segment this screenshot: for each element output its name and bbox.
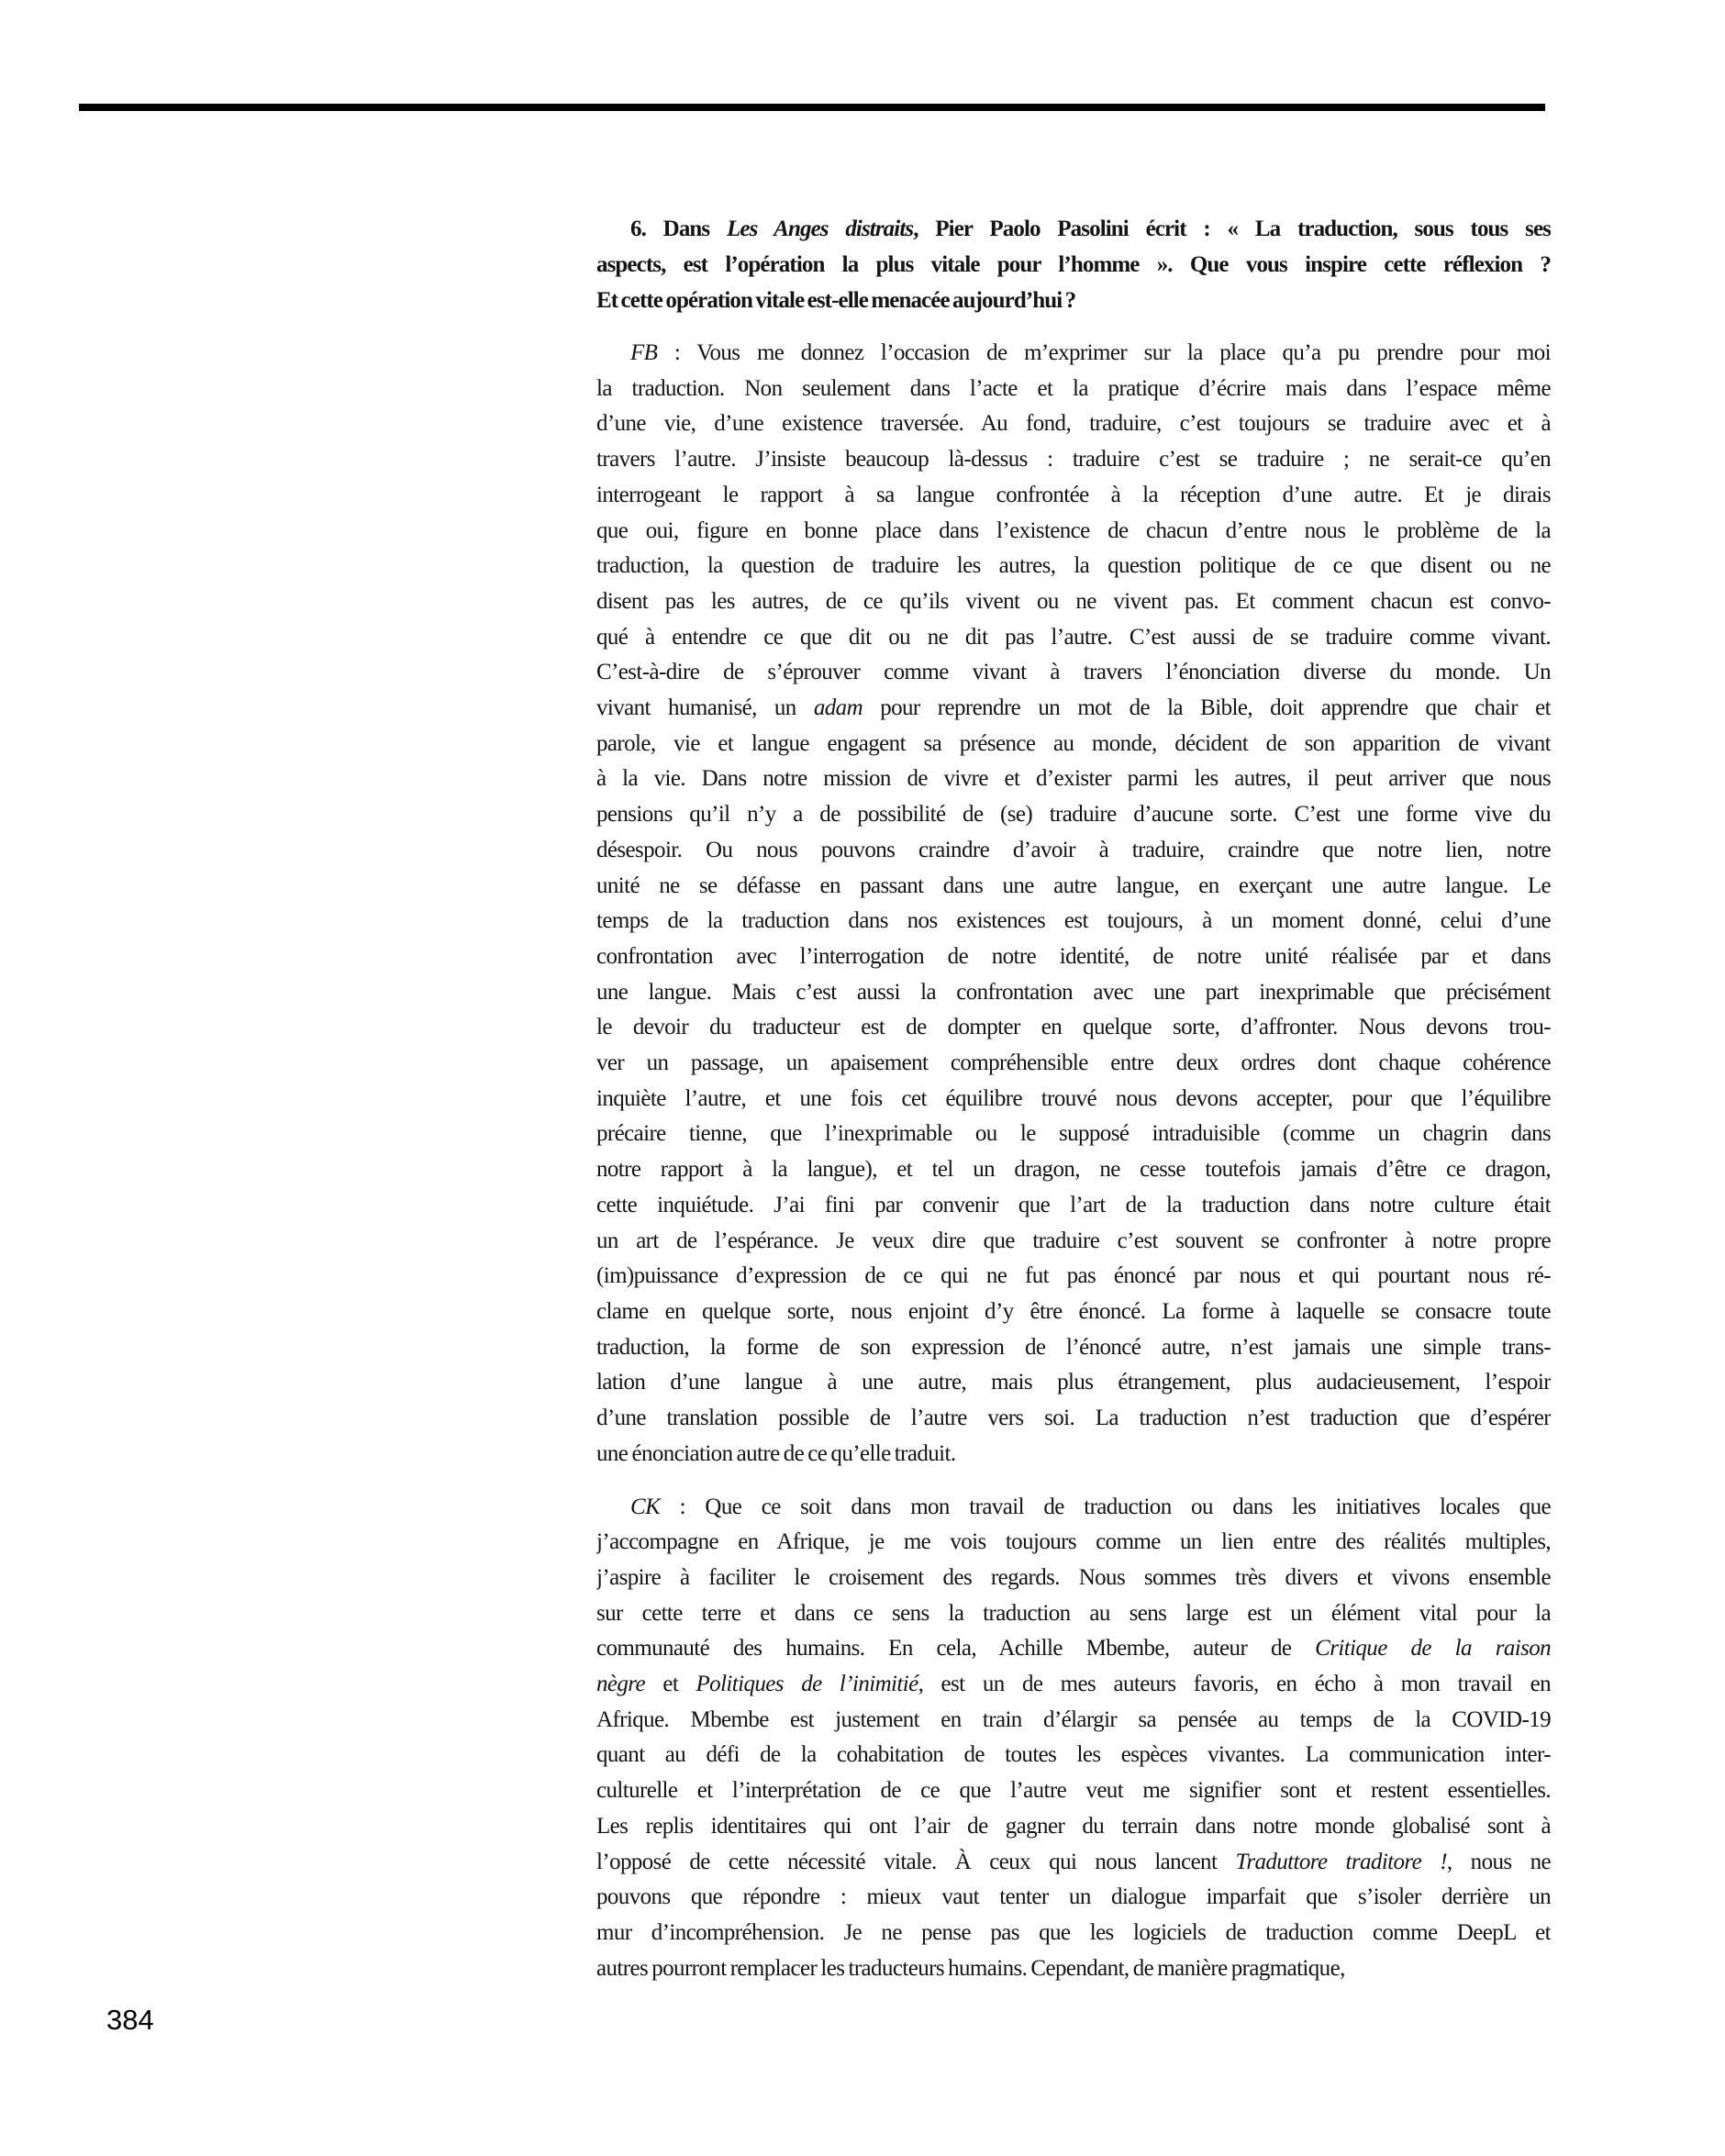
text-line: travers l’autre. J’insiste beaucoup là-dessus : traduire c’est se traduire ; ne serait-ce qu’en bbox=[596, 447, 1551, 472]
text-line: quant au défi de la cohabitation de toutes les espèces vivantes. La communication inter- bbox=[596, 1742, 1551, 1768]
text-line: nègre et Politiques de l’inimitié, est un de mes auteurs favoris, en écho à mon travail en bbox=[596, 1672, 1551, 1697]
text-line: d’une vie, d’une existence traversée. Au fond, traduire, c’est toujours se traduire avec et à bbox=[596, 411, 1551, 437]
interview-question-paragraph bbox=[596, 211, 1551, 318]
text-line: confrontation avec l’interrogation de notre identité, de notre unité réalisée par et dans bbox=[596, 943, 1551, 969]
text-line: inquiète l’autre, et une fois cet équilibre trouvé nous devons accepter, pour que l’équilibre bbox=[596, 1085, 1551, 1111]
text-line: CK : Que ce soit dans mon travail de traduction ou dans les initiatives locales que bbox=[630, 1494, 1551, 1519]
text-line: sur cette terre et dans ce sens la traduction au sens large est un élément vital pour la bbox=[596, 1600, 1551, 1626]
text-column bbox=[596, 211, 1551, 2004]
text-line: pensions qu’il n’y a de possibilité de (se) traduire d’aucune sorte. C’est une forme vive du bbox=[596, 802, 1551, 828]
text-line: mur d’incompréhension. Je ne pense pas que les logiciels de traduction comme DeepL et bbox=[596, 1919, 1551, 1945]
text-line: culturelle et l’interprétation de ce que l’autre veut me signifier sont et restent essentielles. bbox=[596, 1778, 1551, 1804]
text-line: l’opposé de cette nécessité vitale. À ceux qui nous lancent Traduttore traditore !, nous ne bbox=[596, 1849, 1551, 1874]
text-line: que oui, figure en bonne place dans l’existence de chacun d’entre nous le problème de la bbox=[596, 517, 1551, 543]
text-line: j’accompagne en Afrique, je me vois toujours comme un lien entre des réalités multiples, bbox=[596, 1529, 1551, 1555]
text-line: temps de la traduction dans nos existences est toujours, à un moment donné, celui d’une bbox=[596, 908, 1551, 934]
text-line: notre rapport à la langue), et tel un dragon, ne cesse toutefois jamais d’être ce dragon, bbox=[596, 1157, 1551, 1183]
text-line: Et cette opération vitale est-elle menacée aujourd’hui ? bbox=[596, 288, 1076, 313]
text-line: 6. Dans Les Anges distraits, Pier Paolo Pasolini écrit : « La traduction, sous tous ses bbox=[630, 217, 1551, 241]
text-line: lation d’une langue à une autre, mais plus étrangement, plus audacieusement, l’espoir bbox=[596, 1370, 1551, 1395]
text-line: parole, vie et langue engagent sa présence au monde, décident de son apparition de vivant bbox=[596, 730, 1551, 756]
text-line: une langue. Mais c’est aussi la confrontation avec une part inexprimable que précisément bbox=[596, 979, 1551, 1005]
text-line: pouvons que répondre : mieux vaut tenter un dialogue imparfait que s’isoler derrière un bbox=[596, 1884, 1551, 1910]
answer-paragraph-ck bbox=[596, 1490, 1551, 1987]
text-line: communauté des humains. En cela, Achille Mbembe, auteur de Critique de la raison bbox=[596, 1636, 1551, 1661]
answer-paragraph-fb bbox=[596, 336, 1551, 1473]
text-line: disent pas les autres, de ce qu’ils vivent ou ne vivent pas. Et comment chacun est convo- bbox=[596, 588, 1551, 614]
text-line: j’aspire à faciliter le croisement des regards. Nous sommes très divers et vivons ensemble bbox=[596, 1564, 1551, 1590]
text-line: unité ne se défasse en passant dans une autre langue, en exerçant une autre langue. Le bbox=[596, 872, 1551, 898]
text-line: un art de l’espérance. Je veux dire que traduire c’est souvent se confronter à notre propre bbox=[596, 1228, 1551, 1253]
text-line: C’est-à-dire de s’éprouver comme vivant à travers l’énonciation diverse du monde. Un bbox=[596, 660, 1551, 685]
page-number: 384 bbox=[106, 2004, 154, 2036]
text-line: interrogeant le rapport à sa langue confrontée à la réception d’une autre. Et je dirais bbox=[596, 482, 1551, 507]
text-line: ver un passage, un apaisement compréhensible entre deux ordres dont chaque cohérence bbox=[596, 1050, 1551, 1076]
text-line: traduction, la question de traduire les autres, la question politique de ce que disent ou ne bbox=[596, 553, 1551, 579]
header-rule bbox=[79, 104, 1545, 111]
text-line: une énonciation autre de ce qu’elle traduit. bbox=[596, 1440, 956, 1466]
text-line: (im)puissance d’expression de ce qui ne fut pas énoncé par nous et qui pourtant nous ré- bbox=[596, 1263, 1551, 1289]
text-line: aspects, est l’opération la plus vitale pour l’homme ». Que vous inspire cette réflexion ? bbox=[596, 252, 1551, 277]
text-line: autres pourront remplacer les traducteurs humains. Cependant, de manière pragmatique, bbox=[596, 1955, 1345, 1981]
text-line: FB : Vous me donnez l’occasion de m’exprimer sur la place qu’a pu prendre pour moi bbox=[630, 340, 1551, 365]
text-line: d’une translation possible de l’autre vers soi. La traduction n’est traduction que d’espérer bbox=[596, 1406, 1551, 1431]
text-line: Les replis identitaires qui ont l’air de gagner du terrain dans notre monde globalisé sont à bbox=[596, 1813, 1551, 1839]
text-line: cette inquiétude. J’ai fini par convenir que l’art de la traduction dans notre culture était bbox=[596, 1192, 1551, 1217]
text-line: clame en quelque sorte, nous enjoint d’y être énoncé. La forme à laquelle se consacre toute bbox=[596, 1298, 1551, 1324]
text-line: qué à entendre ce que dit ou ne dit pas l’autre. C’est aussi de se traduire comme vivant. bbox=[596, 624, 1551, 650]
text-line: Afrique. Mbembe est justement en train d’élargir sa pensée au temps de la COVID-19 bbox=[596, 1706, 1551, 1732]
text-line: la traduction. Non seulement dans l’acte et la pratique d’écrire mais dans l’espace même bbox=[596, 375, 1551, 401]
text-line: vivant humanisé, un adam pour reprendre un mot de la Bible, doit apprendre que chair et bbox=[596, 695, 1551, 721]
text-line: traduction, la forme de son expression de l’énoncé autre, n’est jamais une simple trans- bbox=[596, 1334, 1551, 1360]
text-line: précaire tienne, que l’inexprimable ou le supposé intraduisible (comme un chagrin dans bbox=[596, 1121, 1551, 1147]
text-line: à la vie. Dans notre mission de vivre et d’exister parmi les autres, il peut arriver que nous bbox=[596, 766, 1551, 792]
text-line: le devoir du traducteur est de dompter en quelque sorte, d’affronter. Nous devons trou- bbox=[596, 1015, 1551, 1040]
text-line: désespoir. Ou nous pouvons craindre d’avoir à traduire, craindre que notre lien, notre bbox=[596, 837, 1551, 862]
